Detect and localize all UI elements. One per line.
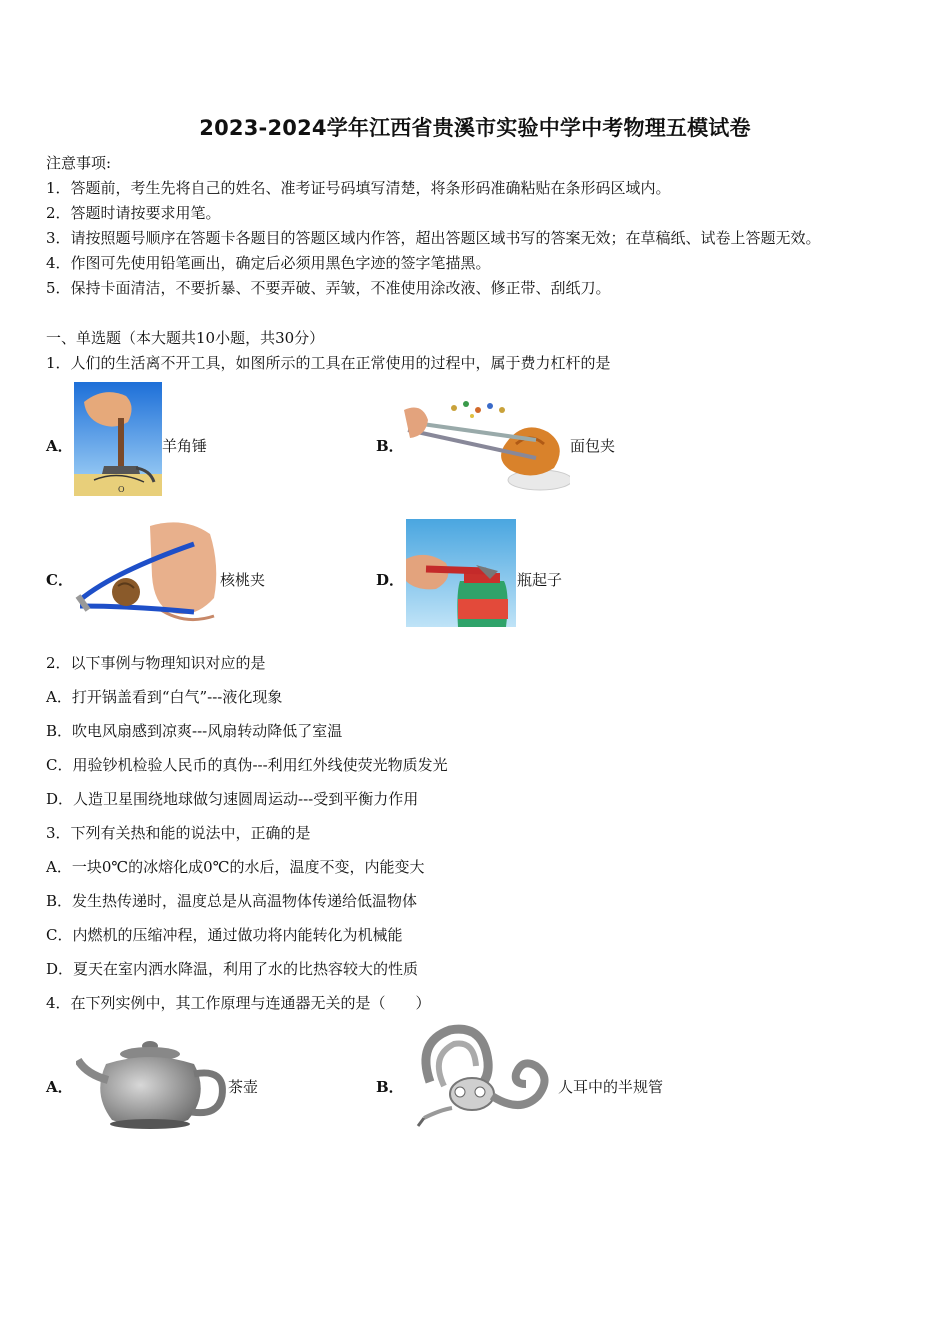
notice-item: 4．作图可先使用铅笔画出，确定后必须用黑色字迹的签字笔描黑。 bbox=[46, 254, 491, 272]
q1-option-b-label: B． bbox=[376, 437, 404, 455]
q1-option-c-text: 核桃夹 bbox=[220, 571, 266, 589]
q1-option-c-label: C． bbox=[46, 571, 73, 589]
bread-tongs-image bbox=[404, 396, 570, 494]
q3-option: D．夏天在室内洒水降温，利用了水的比热容较大的性质 bbox=[46, 960, 419, 978]
q1-option-d-label: D． bbox=[376, 571, 405, 589]
inner-ear-image bbox=[410, 1022, 556, 1134]
claw-hammer-image bbox=[74, 382, 162, 496]
q1-option-a-text: 羊角锤 bbox=[162, 437, 208, 455]
q2-option: D．人造卫星围绕地球做匀速圆周运动---受到平衡力作用 bbox=[46, 790, 419, 808]
question-2-stem: 2．以下事例与物理知识对应的是 bbox=[46, 654, 266, 672]
notice-heading: 注意事项: bbox=[46, 154, 112, 172]
nutcracker-image bbox=[74, 516, 220, 628]
notice-item: 5．保持卡面清洁，不要折暴、不要弄破、弄皱，不准使用涂改液、修正带、刮纸刀。 bbox=[46, 279, 611, 297]
page-title: 2023-2024学年江西省贵溪市实验中学中考物理五模试卷 bbox=[199, 116, 751, 140]
q1-option-d-text: 瓶起子 bbox=[517, 571, 563, 589]
q2-option: C．用验钞机检验人民币的真伪---利用红外线使荧光物质发光 bbox=[46, 756, 448, 774]
notice-item: 3．请按照题号顺序在答题卡各题目的答题区域内作答，超出答题区域书写的答案无效；在草稿纸、试卷上答题无效。 bbox=[46, 229, 821, 247]
question-4-stem: 4．在下列实例中，其工作原理与连通器无关的是（ ） bbox=[46, 994, 431, 1012]
q3-option: C．内燃机的压缩冲程，通过做功将内能转化为机械能 bbox=[46, 926, 403, 944]
bottle-opener-image bbox=[406, 519, 516, 627]
q2-option: B．吹电风扇感到凉爽---风扇转动降低了室温 bbox=[46, 722, 343, 740]
teapot-image bbox=[76, 1024, 228, 1134]
question-3-stem: 3．下列有关热和能的说法中，正确的是 bbox=[46, 824, 311, 842]
q2-option: A．打开锅盖看到“白气”---液化现象 bbox=[46, 688, 283, 706]
q4-option-a-text: 茶壶 bbox=[228, 1078, 259, 1096]
q1-option-a-label: A． bbox=[46, 437, 73, 455]
svg-text:O: O bbox=[118, 485, 125, 494]
question-1-stem: 1．人们的生活离不开工具，如图所示的工具在正常使用的过程中，属于费力杠杆的是 bbox=[46, 354, 611, 372]
notice-item: 1．答题前，考生先将自己的姓名、准考证号码填写清楚，将条形码准确粘贴在条形码区域内。 bbox=[46, 179, 671, 197]
q3-option: B．发生热传递时，温度总是从高温物体传递给低温物体 bbox=[46, 892, 418, 910]
q4-option-b-label: B． bbox=[376, 1078, 404, 1096]
section-heading: 一、单选题（本大题共10小题，共30分） bbox=[46, 329, 325, 347]
q1-option-b-text: 面包夹 bbox=[570, 437, 616, 455]
q3-option: A．一块0℃的冰熔化成0℃的水后，温度不变，内能变大 bbox=[46, 858, 425, 876]
notice-item: 2．答题时请按要求用笔。 bbox=[46, 204, 221, 222]
q4-option-a-label: A． bbox=[46, 1078, 73, 1096]
q4-option-b-text: 人耳中的半规管 bbox=[558, 1078, 664, 1096]
